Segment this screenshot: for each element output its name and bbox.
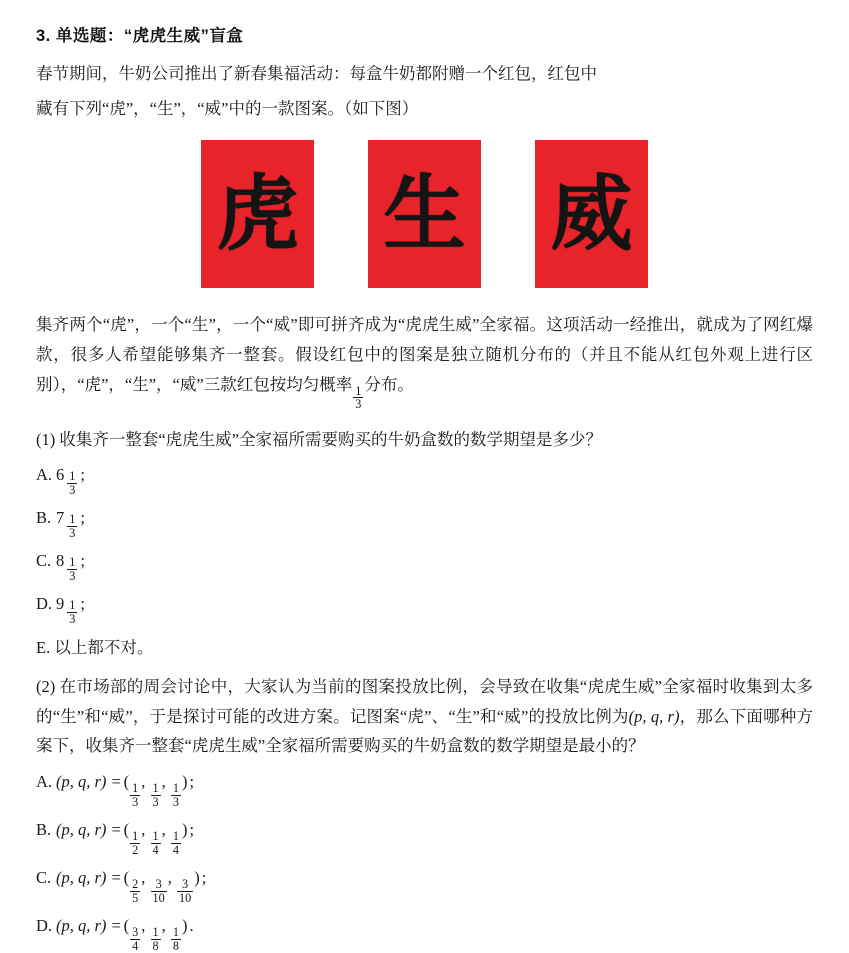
option-d-whole: 9 (56, 594, 65, 614)
option-c-fraction (67, 556, 77, 582)
intro-line-2: 藏有下列“虎”，“生”，“威”中的一款图案。（如下图） (36, 98, 419, 118)
question-2-line-2: 家福时收集到太多的“生”和“威”，于是探讨可能的改进方案。记图案“虎”、“生”和 (36, 676, 814, 726)
option-a-denominator: 3 (69, 482, 76, 497)
q2-option-c-suffix: ; (201, 868, 207, 888)
q2-c-frac-1-num: 2 (132, 877, 139, 892)
scenario-text-part2: 分布。 (364, 374, 414, 394)
intro-paragraph (36, 60, 813, 124)
q2-option-b-label: B. (36, 820, 52, 840)
option-a-numerator: 1 (69, 469, 76, 484)
q2-b-frac-1 (130, 830, 140, 856)
q2-d-frac-2 (151, 926, 161, 952)
option-b-numerator: 1 (69, 512, 76, 527)
question-2-option-a[interactable] (36, 769, 813, 808)
q2-b-frac-3-den: 4 (172, 842, 179, 857)
question-1-option-b[interactable] (36, 505, 813, 539)
option-c-whole: 8 (56, 551, 65, 571)
q2-c-frac-3-num: 3 (182, 877, 189, 892)
q2-b-frac-3-num: 1 (172, 829, 179, 844)
q2-c-frac-1 (130, 878, 140, 904)
q2-option-a-lhs: (p, q, r) = (56, 772, 122, 792)
question-1 (36, 425, 813, 455)
probability-fraction (353, 385, 363, 411)
q2-option-c-label: C. (36, 868, 52, 888)
option-c-label: C. (36, 551, 52, 571)
q2-b-frac-2-den: 4 (152, 842, 159, 857)
q2-a-frac-3-den: 3 (172, 794, 179, 809)
q2-option-c-tuple: ( $\frac{2}{5}$ , $\frac{3}{10}$ , $\frac{3}{10}$ ) (123, 868, 200, 905)
q2-a-frac-1 (130, 782, 140, 808)
q2-c-frac-3 (177, 878, 193, 904)
intro-line-1: 春节期间，牛奶公司推出了新春集福活动：每盒牛奶都附赠一个红包，红包中 (36, 64, 597, 83)
q2-a-frac-2-den: 3 (152, 794, 159, 809)
q2-a-frac-1-den: 3 (132, 794, 139, 809)
question-2-line-5: 要购买的牛奶盒数的数学期望是最小的？ (347, 736, 645, 756)
q2-option-d-label: D. (36, 916, 53, 936)
option-b-suffix: ; (80, 508, 85, 528)
card-wei-char: 威 (550, 165, 633, 262)
question-1-option-a[interactable] (36, 462, 813, 496)
q2-option-a-suffix: ; (189, 772, 195, 792)
probability-fraction-denominator: 3 (355, 397, 362, 412)
q2-option-b-lhs: (p, q, r) = (56, 820, 122, 840)
q2-b-frac-1-den: 2 (132, 842, 139, 857)
q2-option-b-tuple: ( $\frac{1}{2}$ , $\frac{1}{4}$ , $\frac{1}{4}$ ) (123, 820, 188, 857)
card-hu-char: 虎 (216, 165, 299, 262)
q2-option-d-tuple: ( $\frac{3}{4}$ , $\frac{1}{8}$ , $\frac{1}{8}$ ) (123, 916, 188, 953)
q2-a-frac-1-num: 1 (132, 781, 139, 796)
card-sheng (368, 140, 481, 288)
option-a-whole: 6 (56, 465, 65, 485)
q2-b-frac-3 (171, 830, 181, 856)
question-2-line-1: 在市场部的周会讨论中，大家认为当前的图案投放比例，会导致在收集“虎虎生威”全 (59, 676, 680, 696)
question-2 (36, 672, 813, 761)
q2-d-frac-3-den: 8 (172, 938, 179, 953)
q2-d-frac-1 (130, 926, 140, 952)
q2-option-b-suffix: ; (189, 820, 195, 840)
card-sheng-char: 生 (383, 165, 466, 262)
option-d-label: D. (36, 594, 53, 614)
question-1-text: 收集齐一整套“虎虎生威”全家福所需要购买的牛奶盒数的数学期望是多少？ (59, 429, 603, 449)
card-hu (201, 140, 314, 288)
q2-b-frac-2 (151, 830, 161, 856)
q2-a-frac-3 (171, 782, 181, 808)
question-1-label: (1) (36, 429, 56, 449)
q2-option-d-suffix: . (189, 916, 194, 936)
question-2-line-3: “威”的投放比例为 (496, 706, 629, 726)
question-2-option-c[interactable] (36, 865, 813, 904)
q2-c-frac-2-den: 10 (152, 890, 165, 905)
q2-d-frac-2-num: 1 (152, 925, 159, 940)
q2-option-c-lhs: (p, q, r) = (56, 868, 122, 888)
q2-d-frac-1-num: 3 (132, 925, 139, 940)
card-wei (535, 140, 648, 288)
q2-c-frac-1-den: 5 (132, 890, 139, 905)
option-d-suffix: ; (80, 594, 85, 614)
q2-option-d-lhs: (p, q, r) = (56, 916, 122, 936)
question-2-line-4: ，那么下面哪种方案下，收集齐一整套“虎虎生威”全家福所需 (36, 706, 813, 756)
option-b-whole: 7 (56, 508, 65, 528)
q2-a-frac-2-num: 1 (152, 781, 159, 796)
question-2-option-b[interactable] (36, 817, 813, 856)
question-2-label: (2) (36, 676, 56, 696)
option-c-denominator: 3 (69, 568, 76, 583)
q2-option-a-label: A. (36, 772, 53, 792)
q2-c-frac-3-den: 10 (178, 890, 192, 905)
scenario-paragraph (36, 310, 813, 411)
q2-option-a-tuple: ( $\frac{1}{3}$ , $\frac{1}{3}$ , $\frac{1}{3}$ ) (123, 772, 188, 809)
q2-c-frac-2 (151, 878, 167, 904)
page-title: 3. 单选题：“虎虎生威”盲盒 (36, 27, 244, 45)
option-d-numerator: 1 (69, 598, 76, 613)
option-a-fraction (67, 470, 77, 496)
option-b-fraction (67, 513, 77, 539)
q2-d-frac-1-den: 4 (132, 938, 139, 953)
probability-fraction-numerator: 1 (355, 383, 362, 398)
q2-c-frac-2-num: 3 (155, 877, 162, 892)
blind-box-card-row (36, 140, 813, 288)
option-b-denominator: 3 (69, 525, 76, 540)
option-d-fraction (67, 599, 77, 625)
option-b-label: B. (36, 508, 52, 528)
q2-a-frac-2 (151, 782, 161, 808)
option-a-label: A. (36, 465, 53, 485)
option-a-suffix: ; (80, 465, 85, 485)
q2-d-frac-3 (171, 926, 181, 952)
option-c-suffix: ; (80, 551, 85, 571)
question-1-option-e[interactable]: E. 以上都不对。 (36, 637, 154, 657)
scenario-text-part1: 集齐两个“虎”，一个“生”，一个“威”即可拼齐成为“虎虎生威”全家福。这项活动一经推出，就成为了网红爆款，很多人希望能够集齐一整套。假设红包中的图案是独立随机分布的（并且不能从红包外观上进行区别），“虎”，“生”，“威”三款红包按均匀概率 (36, 314, 813, 394)
question-2-option-d[interactable] (36, 913, 813, 952)
question-1-option-d[interactable] (36, 591, 813, 625)
q2-b-frac-1-num: 1 (132, 829, 139, 844)
question-2-tuple: (p, q, r) (628, 706, 680, 726)
q2-b-frac-2-num: 1 (152, 829, 159, 844)
question-1-option-c[interactable] (36, 548, 813, 582)
q2-a-frac-3-num: 1 (172, 781, 179, 796)
option-d-denominator: 3 (69, 611, 76, 626)
option-c-numerator: 1 (69, 555, 76, 570)
q2-d-frac-3-num: 1 (172, 925, 179, 940)
q2-d-frac-2-den: 8 (152, 938, 159, 953)
